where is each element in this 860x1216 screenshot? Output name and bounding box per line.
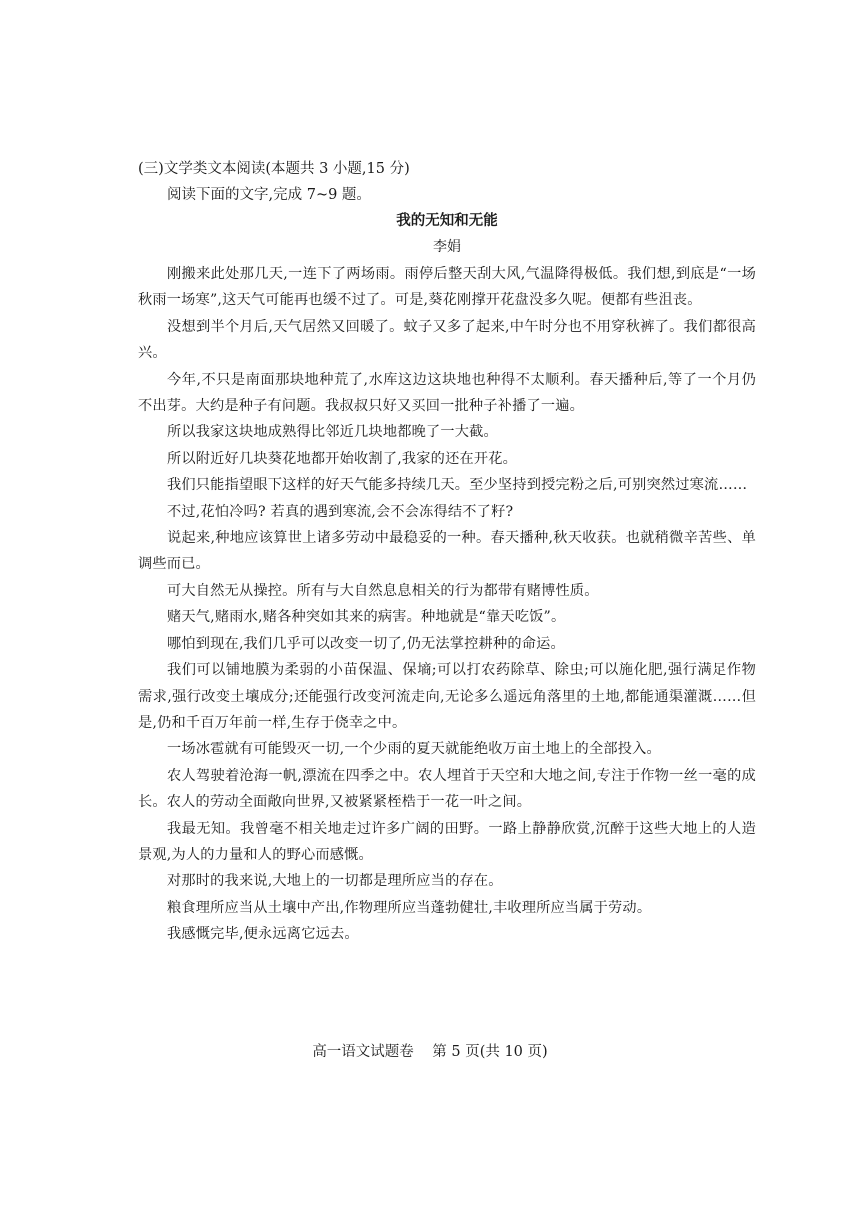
- reading-instruction: 阅读下面的文字,完成 7~9 题。: [167, 187, 371, 203]
- paragraph: 赌天气,赌雨水,赌各种突如其来的病害。种地就是“靠天吃饭”。: [167, 609, 566, 626]
- document-page: [138, 158, 756, 948]
- paragraph: 农人驾驶着沧海一帆,漂流在四季之中。农人埋首于天空和大地之间,专注于作物一丝一毫的成长。农人的劳动全面敞向世界,又被紧紧桎梏于一花一叶之间。: [138, 767, 756, 811]
- paragraph: 粮食理所应当从土壤中产出,作物理所应当蓬勃健壮,丰收理所应当属于劳动。: [167, 899, 652, 916]
- article-body: [138, 261, 756, 948]
- paragraph: 没想到半个月后,天气居然又回暖了。蚊子又多了起来,中午时分也不用穿秋裤了。我们都很高兴。: [138, 318, 756, 362]
- section-heading: (三)文学类文本阅读(本题共 3 小题,15 分): [138, 161, 410, 177]
- page-footer: 高一语文试题卷 第 5 页(共 10 页): [312, 1044, 548, 1060]
- paragraph: 今年,不只是南面那块地种荒了,水库这边这块地也种得不太顺利。春天播种后,等了一个月仍不出芽。大约是种子有问题。我叔叔只好又买回一批种子补播了一遍。: [138, 371, 756, 415]
- paragraph: 哪怕到现在,我们几乎可以改变一切了,仍无法掌控耕种的命运。: [167, 635, 565, 652]
- paragraph: 所以附近好几块葵花地都开始收割了,我家的还在开花。: [167, 450, 518, 467]
- paragraph: 我最无知。我曾毫不相关地走过许多广阔的田野。一路上静静欣赏,沉醉于这些大地上的人造景观,为人的力量和人的野心而感慨。: [138, 820, 756, 863]
- article-title: 我的无知和无能: [396, 213, 498, 229]
- article-author: 李娟: [433, 239, 461, 255]
- paragraph: 所以我家这块地成熟得比邻近几块地都晚了一大截。: [167, 424, 498, 441]
- paragraph: 刚搬来此处那几天,一连下了两场雨。雨停后整天刮大风,气温降得极低。我们想,到底是“一场秋雨一场寒”,这天气可能再也缓不过了。可是,葵花刚撑开花盘没多久呢。便都有些沮丧。: [138, 266, 756, 309]
- paragraph: 我感慨完毕,便永远离它远去。: [167, 926, 359, 943]
- paragraph: 我们可以铺地膜为柔弱的小苗保温、保墒;可以打农药除草、除虫;可以施化肥,强行满足作物需求,强行改变土壤成分;还能强行改变河流走向,无论多么遥远角落里的土地,都能通渠灌溉……但是,仍和千百万年前一样,生存于侥幸之中。: [138, 662, 756, 731]
- paragraph: 不过,花怕冷吗? 若真的遇到寒流,会不会冻得结不了籽?: [167, 503, 514, 520]
- paragraph: 说起来,种地应该算世上诸多劳动中最稳妥的一种。春天播种,秋天收获。也就稍微辛苦些、单调些而已。: [138, 530, 756, 573]
- paragraph: 可大自然无从操控。所有与大自然息息相关的行为都带有赌博性质。: [167, 582, 599, 599]
- paragraph: 一场冰雹就有可能毁灭一切,一个少雨的夏天就能绝收万亩土地上的全部投入。: [167, 741, 661, 758]
- paragraph: 对那时的我来说,大地上的一切都是理所应当的存在。: [167, 873, 503, 890]
- paragraph: 我们只能指望眼下这样的好天气能多持续几天。至少坚持到授完粉之后,可别突然过寒流……: [167, 477, 748, 494]
